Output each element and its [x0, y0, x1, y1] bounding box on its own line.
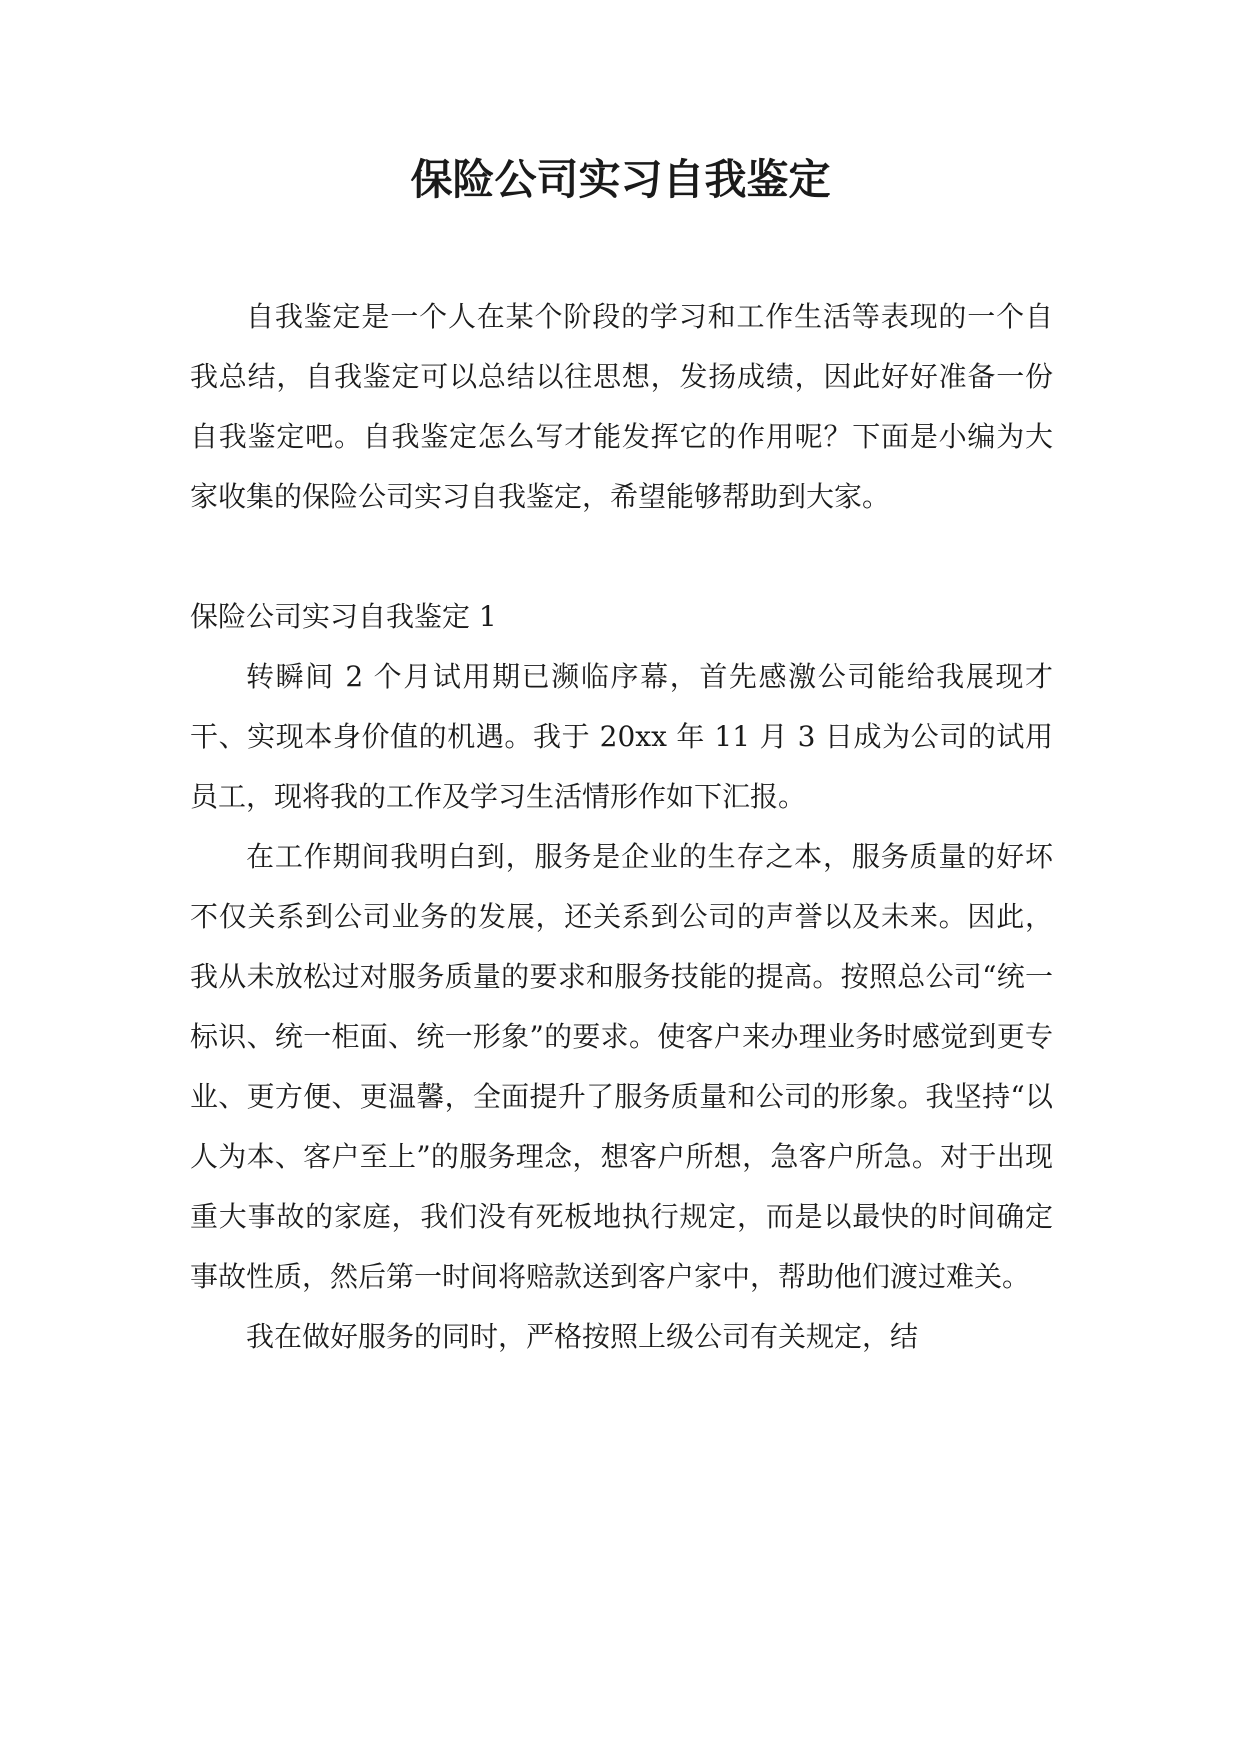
body-paragraph: 我在做好服务的同时，严格按照上级公司有关规定，结: [246, 1320, 919, 1353]
section-heading: 保险公司实习自我鉴定 1: [190, 600, 497, 633]
document-title: 保险公司实习自我鉴定: [410, 155, 831, 204]
document-body: [190, 287, 1053, 1367]
intro-paragraph: 自我鉴定是一个人在某个阶段的学习和工作生活等表现的一个自我总结，自我鉴定可以总结以往思想，发扬成绩，因此好好准备一份自我鉴定吧。自我鉴定怎么写才能发挥它的作用呢？下面是小编为大家收集的保险公司实习自我鉴定，希望能够帮助到大家。: [190, 300, 1053, 513]
body-paragraph: 在工作期间我明白到，服务是企业的生存之本，服务质量的好坏不仅关系到公司业务的发展，还关系到公司的声誉以及未来。因此，我从未放松过对服务质量的要求和服务技能的提高。按照总公司“统一标识、统一柜面、统一形象”的要求。使客户来办理业务时感觉到更专业、更方便、更温馨，全面提升了服务质量和公司的形象。我坚持“以人为本、客户至上”的服务理念，想客户所想，急客户所急。对于出现重大事故的家庭，我们没有死板地执行规定，而是以最快的时间确定事故性质，然后第一时间将赔款送到客户家中，帮助他们渡过难关。: [190, 840, 1053, 1293]
body-paragraph: 转瞬间 2 个月试用期已濒临序幕，首先感激公司能给我展现才干、实现本身价值的机遇。我于 20xx 年 11 月 3 日成为公司的试用员工，现将我的工作及学习生活情形作如下汇报。: [190, 660, 1053, 813]
